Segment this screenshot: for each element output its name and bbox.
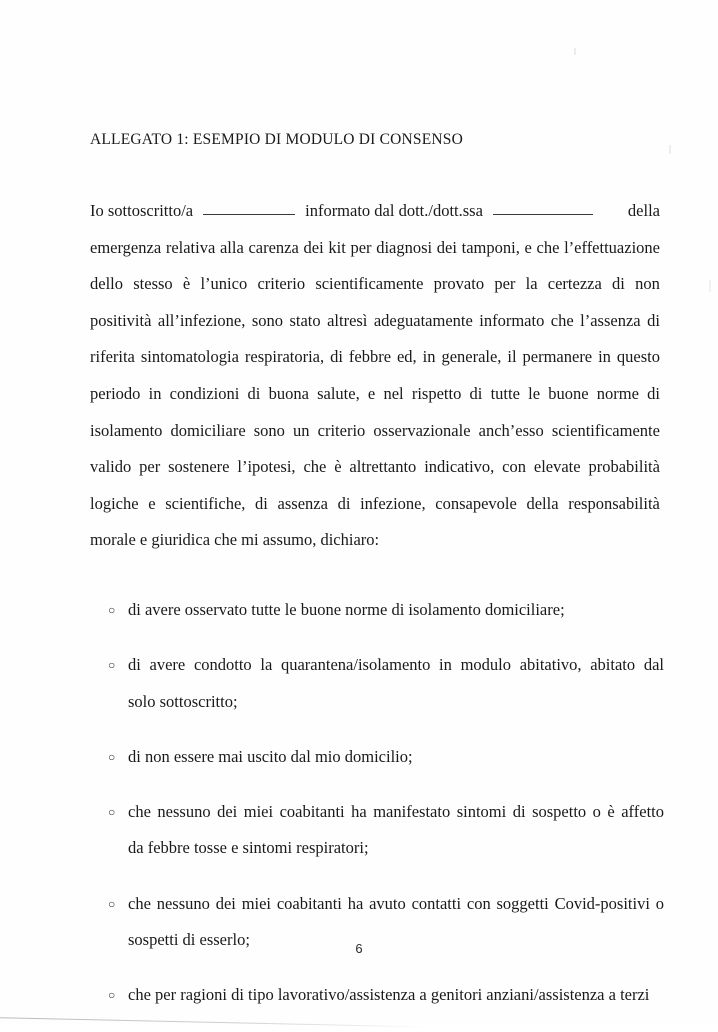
word: contatti [411, 893, 462, 913]
doctor-blank-field[interactable] [493, 214, 593, 215]
circle-bullet-icon: ○ [108, 896, 116, 911]
word: è [182, 274, 191, 294]
word: altresì [327, 310, 368, 330]
word: criterio [317, 420, 366, 440]
word: abitato [590, 655, 636, 675]
word: generale, [441, 347, 502, 367]
word: altrettanto [349, 457, 417, 477]
word: anch’esso [478, 420, 544, 440]
list-item-line [128, 886, 664, 923]
declaration-body-line [90, 303, 660, 340]
circle-bullet-icon: ○ [108, 749, 116, 764]
word: l’assenza [580, 310, 641, 330]
word: scientificamente [315, 274, 424, 294]
word: tamponi, [461, 237, 520, 257]
word: in [439, 655, 452, 675]
list-item-line: che per ragioni di tipo lavorativo/assistenza a genitori anziani/assistenza a terzi [128, 985, 650, 1005]
word: di [255, 493, 268, 513]
word: febbre [348, 347, 392, 367]
word: logiche [90, 493, 139, 513]
declaration-body-line [90, 486, 660, 523]
word: miei [243, 801, 274, 821]
word: positività [90, 310, 152, 330]
circle-bullet-icon: ○ [108, 603, 116, 617]
word: di [469, 383, 483, 403]
word: riferita [90, 347, 135, 367]
word: stato [289, 310, 321, 330]
word: ha [351, 801, 367, 821]
word: è [334, 457, 342, 477]
word: elevate [533, 457, 581, 477]
word: in [148, 383, 162, 403]
word: scientificamente [551, 420, 660, 440]
declaration-body-lines [90, 230, 660, 523]
word: respiratoria, [244, 347, 325, 367]
word: soggetti [496, 893, 549, 913]
scan-artifact-speck [669, 145, 671, 154]
word: salute, [317, 383, 360, 403]
word: quarantena/isolamento [280, 655, 431, 675]
word: sintomatologia [140, 347, 239, 367]
declaration-body-line [90, 230, 660, 267]
word: di [128, 655, 141, 675]
word: stesso [133, 274, 173, 294]
word: che [550, 310, 574, 330]
word: domiciliare [170, 420, 246, 440]
word: l’effettuazione [564, 237, 660, 257]
word: nel [383, 383, 404, 403]
word: buone [548, 383, 589, 403]
word: per [494, 274, 516, 294]
word: la [525, 274, 538, 294]
declaration-body-line [90, 339, 660, 376]
word: in [422, 347, 436, 367]
word: di [337, 493, 351, 513]
declaration-body-line [90, 376, 660, 413]
word: condotto [193, 655, 252, 675]
word: di [330, 347, 343, 367]
list-item [108, 794, 664, 867]
word: per [350, 237, 372, 257]
word: coabitanti [279, 801, 345, 821]
word: e [524, 237, 532, 257]
declaration-informed-by-text: informato dal dott./dott.ssa [305, 201, 483, 220]
word: o [655, 893, 664, 913]
word: tutte [490, 383, 520, 403]
word: kit [328, 237, 346, 257]
word: sostenere [168, 457, 230, 477]
word: probabilità [588, 457, 660, 477]
word: che [303, 457, 327, 477]
list-item-line: da febbre tosse e sintomi respiratori; [128, 838, 369, 858]
word: le [528, 383, 541, 403]
list-item-line: sospetti di esserlo; [128, 930, 250, 950]
word: consapevole [435, 493, 517, 513]
list-item-line: di avere osservato tutte le buone norme di isolamento domiciliare; [128, 600, 565, 619]
word: affetto [621, 801, 664, 821]
word: relativa [165, 237, 216, 257]
word: sintomi [456, 801, 507, 821]
scan-artifact-speck [574, 48, 576, 55]
word: l’unico [200, 274, 248, 294]
name-blank-field[interactable] [203, 214, 295, 215]
word: informato [479, 310, 545, 330]
word: dei [215, 893, 236, 913]
word: ed, [396, 347, 417, 367]
word: responsabilità [568, 493, 660, 513]
word: di [647, 383, 660, 403]
declaration-body-line [90, 413, 660, 450]
word: di [612, 274, 625, 294]
word: di [512, 801, 526, 821]
word: sono [251, 310, 283, 330]
word: modulo [460, 655, 511, 675]
word: alla [219, 237, 244, 257]
declaration-paragraph [90, 193, 660, 559]
word: della [526, 493, 559, 513]
word: ha [347, 893, 364, 913]
word: dello [90, 274, 123, 294]
word: valido [90, 457, 132, 477]
word: abitativo, [519, 655, 582, 675]
word: avuto [369, 893, 406, 913]
word: manifestato [373, 801, 451, 821]
word: rispetto [411, 383, 462, 403]
word: che [128, 893, 151, 913]
word: è [607, 801, 615, 821]
word: di [647, 310, 660, 330]
circle-bullet-icon: ○ [108, 658, 116, 673]
word: indicativo, [424, 457, 495, 477]
declaration-line1-tail: della [627, 201, 660, 220]
list-item-line [128, 794, 664, 831]
word: che [536, 237, 560, 257]
word: all’infezione, [157, 310, 246, 330]
word: emergenza [90, 237, 162, 257]
word: nessuno [157, 801, 211, 821]
word: certezza [547, 274, 602, 294]
scan-artifact-speck [709, 280, 711, 292]
word: avere [149, 655, 186, 675]
declaration-body-line [90, 266, 660, 303]
declaration-body-line [90, 449, 660, 486]
word: sospetto [532, 801, 587, 821]
list-item [108, 739, 664, 776]
word: condizioni [169, 383, 240, 403]
list-item [108, 592, 664, 629]
word: buona [268, 383, 309, 403]
word: un [293, 420, 310, 440]
word: assenza [277, 493, 328, 513]
declaration-first-line [90, 193, 660, 230]
list-item-line: di non essere mai uscito dal mio domicilio; [128, 746, 413, 766]
word: nessuno [156, 893, 210, 913]
word: infezione, [360, 493, 426, 513]
word: isolamento [90, 420, 163, 440]
word: il [507, 347, 517, 367]
word: adeguatamente [373, 310, 473, 330]
word: in [598, 347, 611, 367]
word: di [247, 383, 261, 403]
word: la [260, 655, 273, 675]
list-item-line [128, 647, 664, 684]
word: che [128, 801, 151, 821]
word: carenza [248, 237, 299, 257]
declaration-items-list [108, 592, 664, 1032]
word: dei [217, 801, 238, 821]
word: coabitanti [276, 893, 342, 913]
word: miei [241, 893, 272, 913]
word: scientifiche, [165, 493, 246, 513]
list-item [108, 647, 664, 720]
word: criterio [257, 274, 306, 294]
word: con [466, 893, 491, 913]
list-item [108, 977, 664, 1014]
word: Covid-positivi [554, 893, 650, 913]
word: dei [303, 237, 324, 257]
word: diagnosi [376, 237, 433, 257]
circle-bullet-icon: ○ [108, 988, 116, 1003]
word: periodo [90, 383, 141, 403]
word: sono [253, 420, 285, 440]
word: questo [616, 347, 660, 367]
word: dei [436, 237, 457, 257]
word: l’ipotesi, [237, 457, 296, 477]
list-item-line: solo sottoscritto; [128, 691, 238, 711]
word: dal [643, 655, 664, 675]
word: e [148, 493, 156, 513]
declaration-intro-text: Io sottoscritto/a [90, 201, 194, 220]
word: provato [433, 274, 485, 294]
word: non [635, 274, 660, 294]
word: o [592, 801, 601, 821]
word: osservazionale [373, 420, 471, 440]
word: con [502, 457, 526, 477]
circle-bullet-icon: ○ [108, 804, 116, 819]
word: e [367, 383, 376, 403]
word: per [139, 457, 161, 477]
word: norme [596, 383, 639, 403]
page-number: 6 [355, 941, 363, 956]
declaration-closing-line: morale e giuridica che mi assumo, dichiaro: [90, 530, 380, 550]
word: permanere [522, 347, 593, 367]
page-title: ALLEGATO 1: ESEMPIO DI MODULO DI CONSENSO [90, 131, 464, 148]
